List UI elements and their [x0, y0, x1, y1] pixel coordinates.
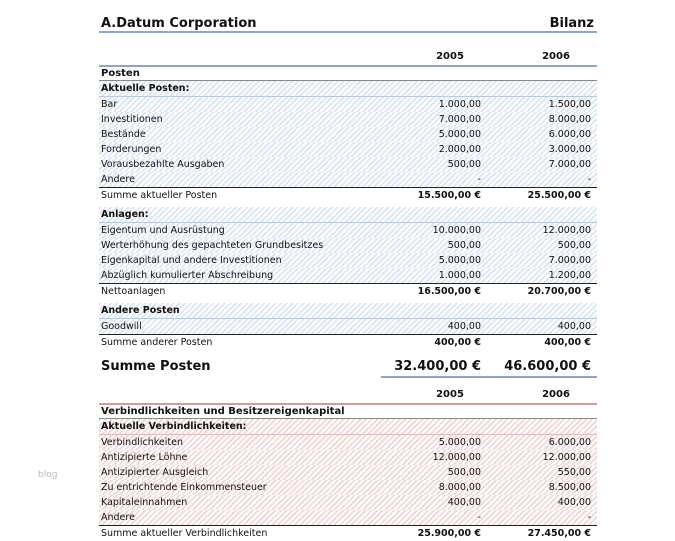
year-1: 2005 — [436, 389, 464, 400]
table-row: Kapitaleinnahmen 400,00 400,00 — [99, 495, 597, 510]
fixed-assets-title: Anlagen: — [99, 207, 597, 223]
table-row: Forderungen 2.000,00 3.000,00 — [99, 142, 597, 157]
table-row: Andere - - — [99, 510, 597, 525]
table-row: Andere - - — [99, 172, 597, 187]
current-liabilities-title: Aktuelle Verbindlichkeiten: — [99, 419, 597, 435]
table-row: Bar 1.000,00 1.500,00 — [99, 97, 597, 112]
total-row: Summe aktueller Posten 15.500,00 € 25.500,00 € — [99, 187, 597, 203]
title-row — [99, 12, 597, 33]
liabilities-heading: Verbindlichkeiten und Besitzereigenkapital — [99, 403, 597, 419]
year-2: 2006 — [542, 389, 570, 400]
table-row: Eigenkapital und andere Investitionen 5.000,00 7.000,00 — [99, 253, 597, 268]
fixed-assets-block — [99, 207, 597, 299]
current-liabilities-block — [99, 419, 597, 541]
current-assets-block — [99, 81, 597, 203]
table-row: Vorausbezahlte Ausgaben 500,00 7.000,00 — [99, 157, 597, 172]
assets-heading: Posten — [99, 65, 597, 81]
table-row: Verbindlichkeiten 5.000,00 6.000,00 — [99, 435, 597, 450]
document-type: Bilanz — [549, 16, 594, 31]
table-row: Antizipierter Ausgleich 500,00 550,00 — [99, 465, 597, 480]
table-row: Zu entrichtende Einkommensteuer 8.000,00 8.500,00 — [99, 480, 597, 495]
year-1: 2005 — [436, 51, 464, 62]
grand-total-row: Summe Posten 32.400,00 € 46.600,00 € — [99, 356, 597, 378]
total-row: Summe anderer Posten 400,00 € 400,00 € — [99, 334, 597, 350]
company-name: A.Datum Corporation — [101, 16, 257, 31]
watermark-text: blog — [38, 470, 58, 480]
table-row: Goodwill 400,00 400,00 — [99, 319, 597, 334]
total-row: Nettoanlagen 16.500,00 € 20.700,00 € — [99, 283, 597, 299]
year-header-assets — [99, 46, 597, 62]
balance-sheet — [99, 12, 597, 541]
total-row: Summe aktueller Verbindlichkeiten 25.900,00 € 27.450,00 € — [99, 525, 597, 541]
table-row: Investitionen 7.000,00 8.000,00 — [99, 112, 597, 127]
table-row: Eigentum und Ausrüstung 10.000,00 12.000,00 — [99, 223, 597, 238]
table-row: Bestände 5.000,00 6.000,00 — [99, 127, 597, 142]
current-assets-title: Aktuelle Posten: — [99, 81, 597, 97]
year-2: 2006 — [542, 51, 570, 62]
table-row: Werterhöhung des gepachteten Grundbesitzes 500,00 500,00 — [99, 238, 597, 253]
table-row: Abzüglich kumulierter Abschreibung 1.000,00 1.200,00 — [99, 268, 597, 283]
table-row: Antizipierte Löhne 12.000,00 12.000,00 — [99, 450, 597, 465]
other-assets-block — [99, 303, 597, 350]
other-assets-title: Andere Posten — [99, 303, 597, 319]
year-header-liabilities — [99, 384, 597, 400]
